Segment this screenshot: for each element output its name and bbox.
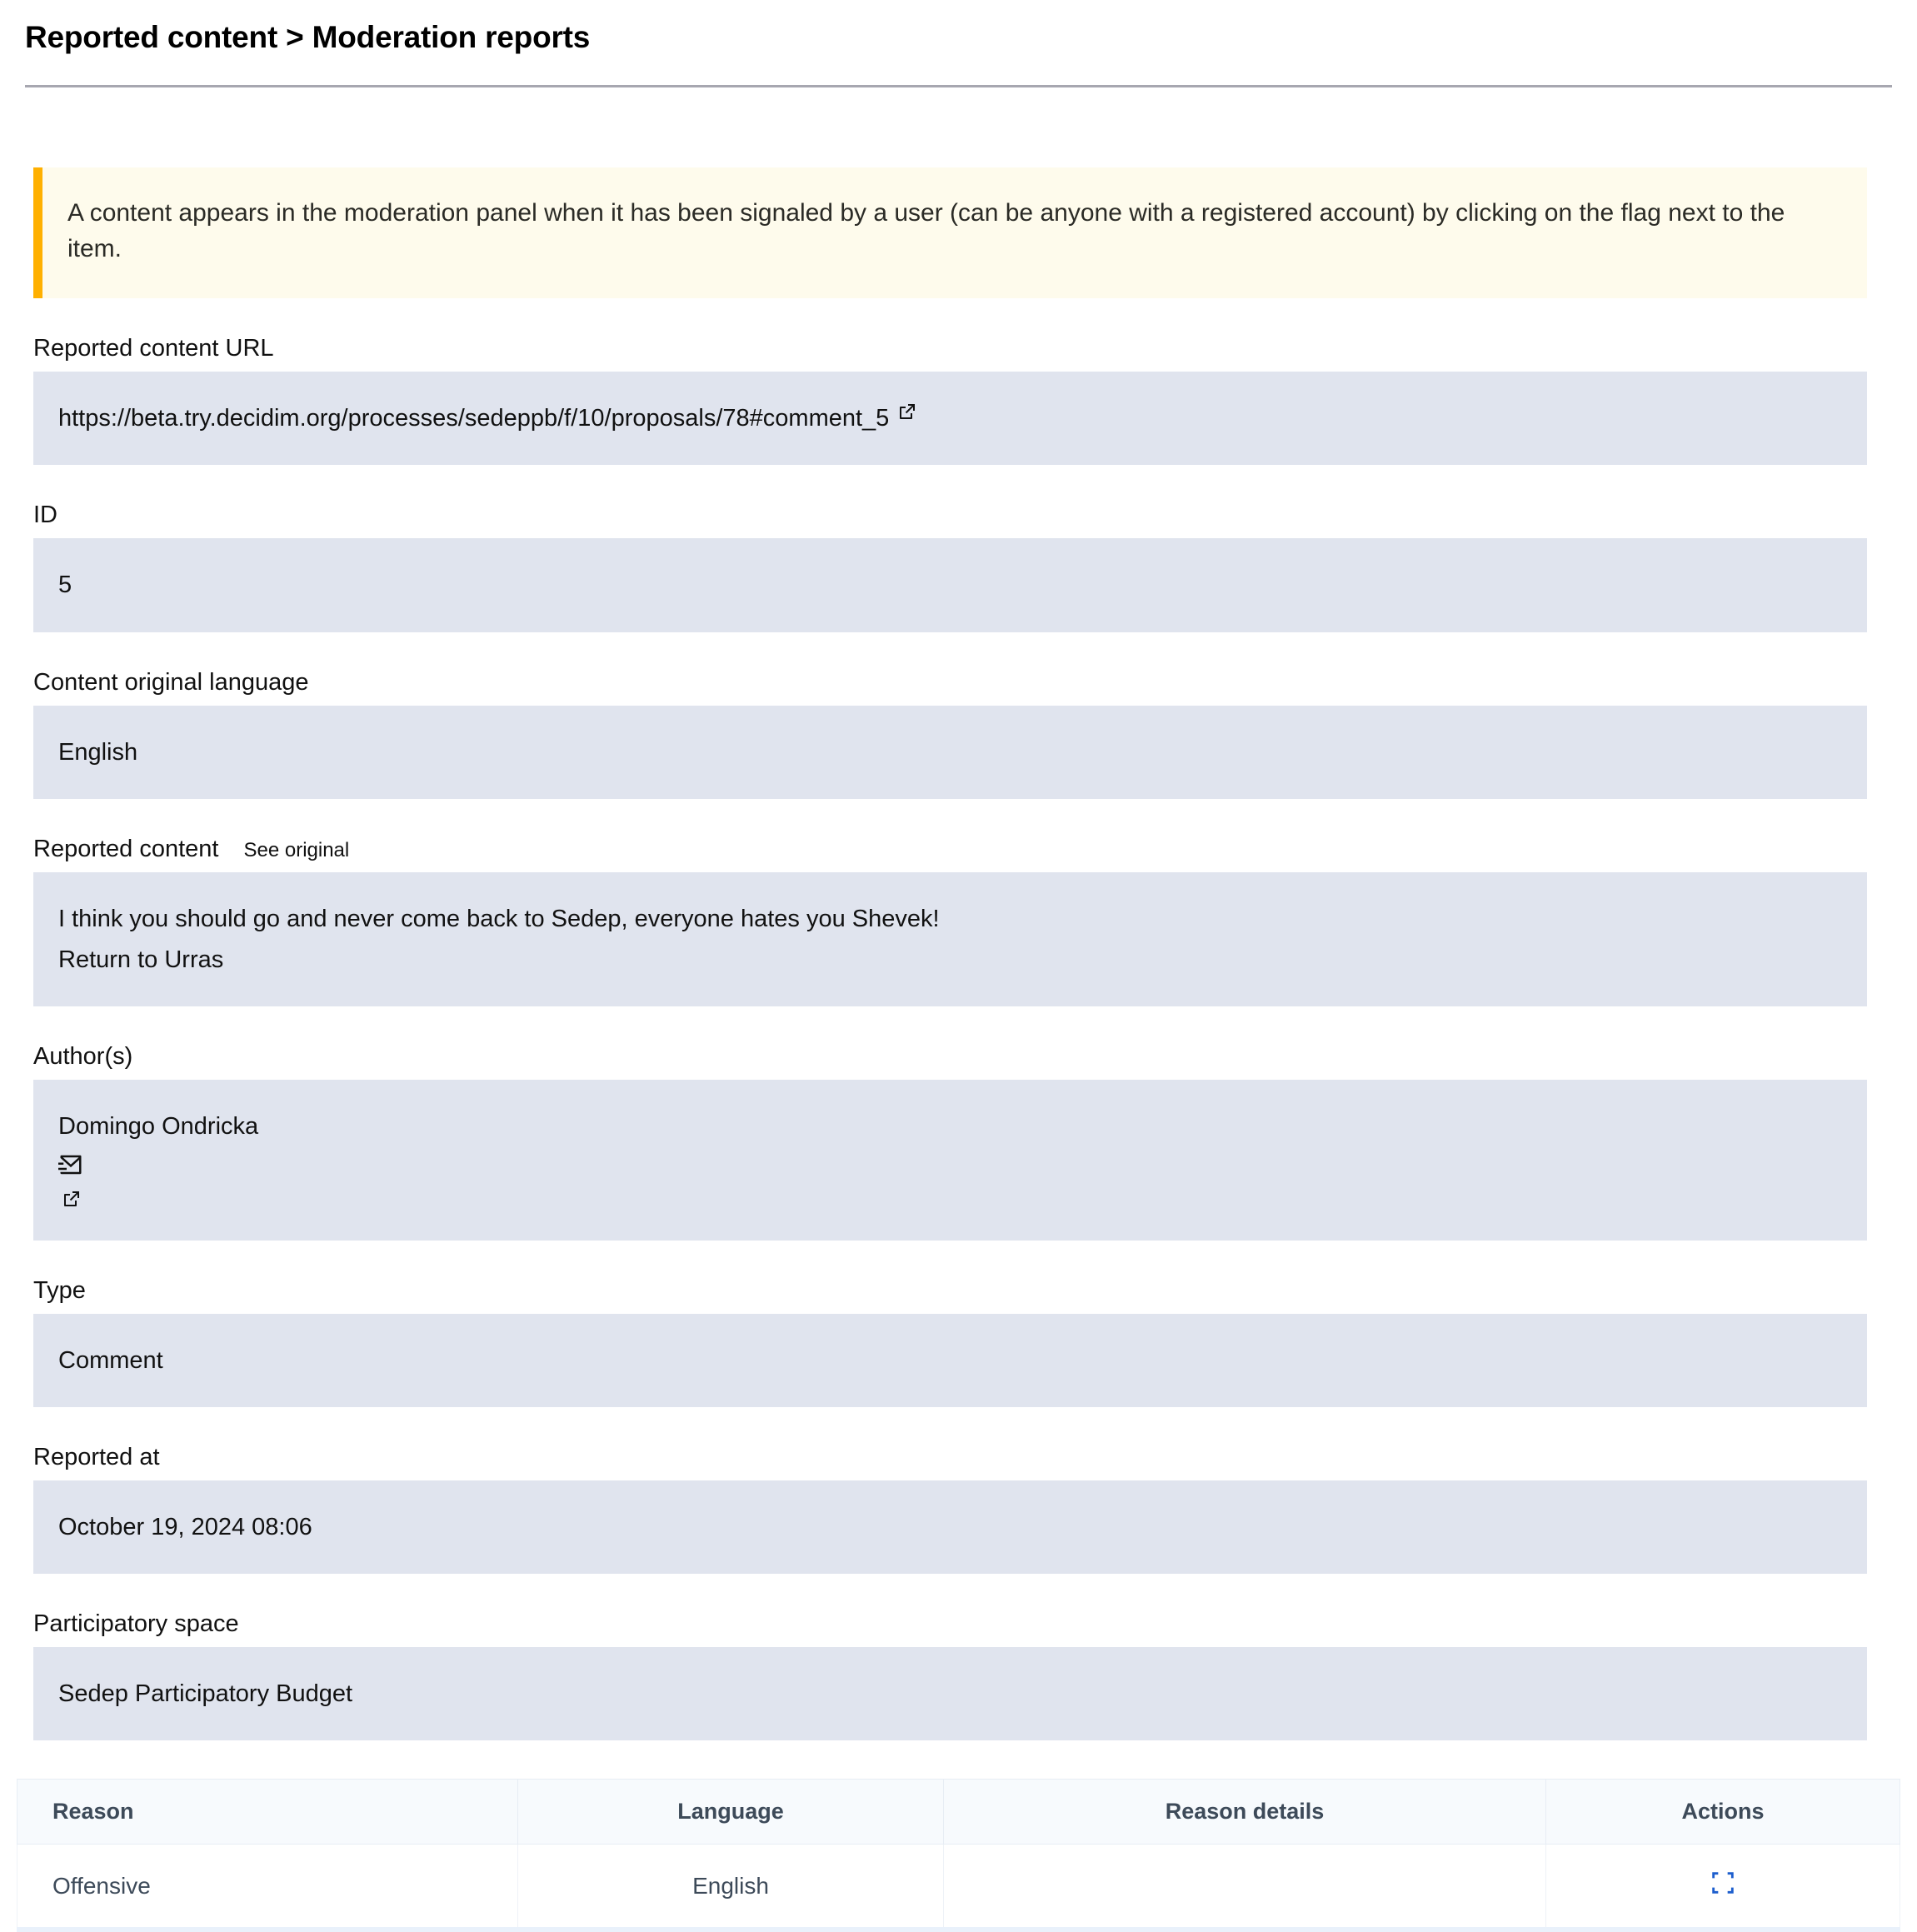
reported-content-line-2: Return to Urras bbox=[58, 946, 224, 974]
expand-icon[interactable] bbox=[1709, 1869, 1737, 1897]
reported-content-url-text: https://beta.try.decidim.org/processes/sedeppb/f/10/proposals/78#comment_5 bbox=[58, 405, 890, 432]
field-label-authors: Author(s) bbox=[33, 1043, 133, 1071]
original-language-value: English bbox=[58, 738, 138, 766]
field-reported-at bbox=[33, 1444, 1867, 1574]
reports-table-header-row bbox=[17, 1780, 1900, 1845]
field-box-original-language bbox=[33, 706, 1867, 799]
field-box-id bbox=[33, 538, 1867, 632]
page-title: Reported content > Moderation reports bbox=[25, 20, 591, 54]
table-cell-reason-details bbox=[943, 1845, 1545, 1930]
field-label-type: Type bbox=[33, 1276, 86, 1304]
see-original-link[interactable]: See original bbox=[243, 838, 350, 861]
reported-content-url-link[interactable] bbox=[58, 403, 917, 433]
id-value: 5 bbox=[58, 572, 72, 599]
field-box-type bbox=[33, 1314, 1867, 1407]
field-content-original-language bbox=[33, 669, 1867, 799]
field-label-reported-content-url: Reported content URL bbox=[33, 335, 274, 362]
field-id bbox=[33, 502, 1867, 632]
participatory-space-value: Sedep Participatory Budget bbox=[58, 1680, 353, 1708]
field-label-original-language: Content original language bbox=[33, 668, 309, 696]
reported-at-value: October 19, 2024 08:06 bbox=[58, 1513, 312, 1540]
mail-send-icon[interactable] bbox=[58, 1152, 83, 1177]
field-box-reported-content bbox=[33, 872, 1867, 1007]
table-cell-reason: Offensive bbox=[17, 1845, 518, 1930]
field-box-authors bbox=[33, 1080, 1867, 1240]
table-cell-actions bbox=[1546, 1845, 1900, 1930]
info-callout bbox=[33, 167, 1867, 298]
reports-table-wrap bbox=[17, 1779, 1900, 1932]
table-header-reason: Reason bbox=[17, 1780, 518, 1845]
field-label-reported-at: Reported at bbox=[33, 1443, 160, 1470]
type-value: Comment bbox=[58, 1346, 163, 1374]
table-row bbox=[17, 1845, 1900, 1930]
field-type bbox=[33, 1277, 1867, 1407]
reports-table bbox=[17, 1779, 1900, 1932]
field-reported-content bbox=[33, 836, 1867, 1007]
field-reported-content-url bbox=[33, 335, 1867, 465]
table-header-reason-details: Reason details bbox=[943, 1780, 1545, 1845]
info-callout-text: A content appears in the moderation panel when it has been signaled by a user (can be anyone with a registered account) by clicking on the flag next to the item. bbox=[67, 199, 1785, 262]
author-name: Domingo Ondricka bbox=[58, 1113, 259, 1141]
table-header-language: Language bbox=[518, 1780, 944, 1845]
external-link-icon[interactable] bbox=[62, 1189, 82, 1209]
field-participatory-space bbox=[33, 1610, 1867, 1740]
table-cell-language: English bbox=[518, 1845, 944, 1930]
field-box-reported-content-url bbox=[33, 372, 1867, 465]
field-box-reported-at bbox=[33, 1480, 1867, 1574]
field-authors bbox=[33, 1043, 1867, 1240]
reported-content-line-1: I think you should go and never come back to Sedep, everyone hates you Shevek! bbox=[58, 905, 940, 932]
field-box-participatory-space bbox=[33, 1647, 1867, 1740]
field-label-participatory-space: Participatory space bbox=[33, 1610, 239, 1638]
field-label-id: ID bbox=[33, 502, 57, 529]
table-header-actions: Actions bbox=[1546, 1780, 1900, 1845]
external-link-icon bbox=[897, 402, 917, 422]
field-label-reported-content: Reported content bbox=[33, 835, 219, 862]
title-divider bbox=[25, 85, 1892, 87]
